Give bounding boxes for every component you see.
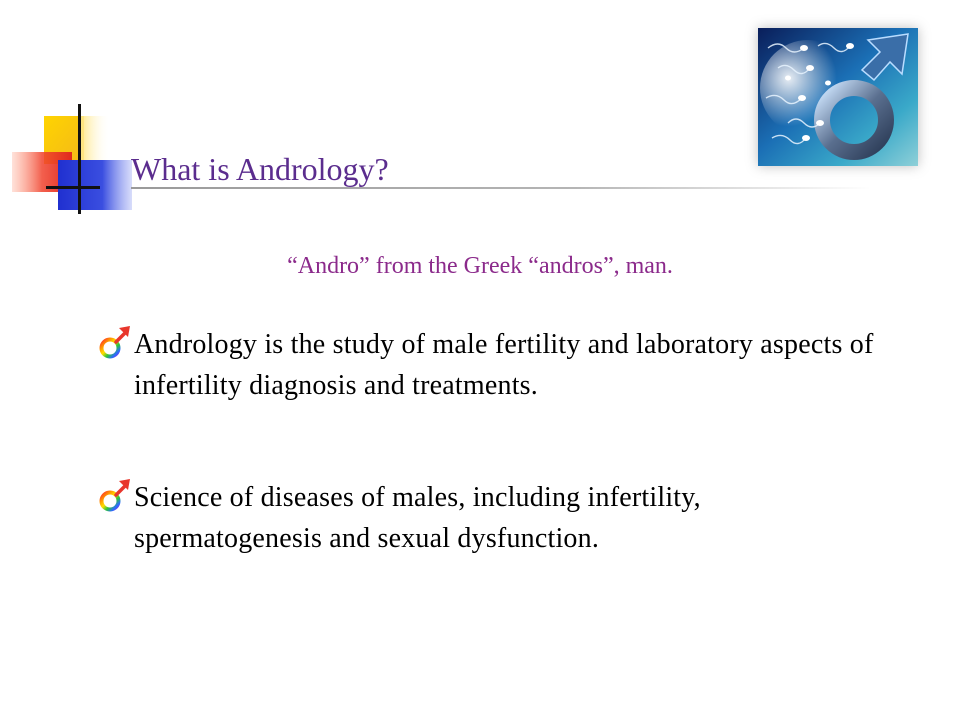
bullet-item bbox=[96, 477, 876, 559]
slide-title: What is Andrology? bbox=[131, 151, 389, 187]
title-underline bbox=[131, 187, 871, 189]
colored-squares-decoration bbox=[0, 0, 140, 220]
male-symbol-sperm-photo bbox=[758, 28, 918, 166]
bullet-item bbox=[96, 324, 876, 406]
male-symbol-icon bbox=[96, 477, 132, 517]
slide-subtitle: “Andro” from the Greek “andros”, man. bbox=[287, 253, 673, 279]
bullet-text: Andrology is the study of male fertility and laboratory aspects of infertility diagnosis and treatments. bbox=[134, 329, 874, 401]
male-symbol-icon bbox=[96, 324, 132, 364]
bullet-text: Science of diseases of males, including infertility, spermatogenesis and sexual dysfunction. bbox=[134, 482, 701, 554]
